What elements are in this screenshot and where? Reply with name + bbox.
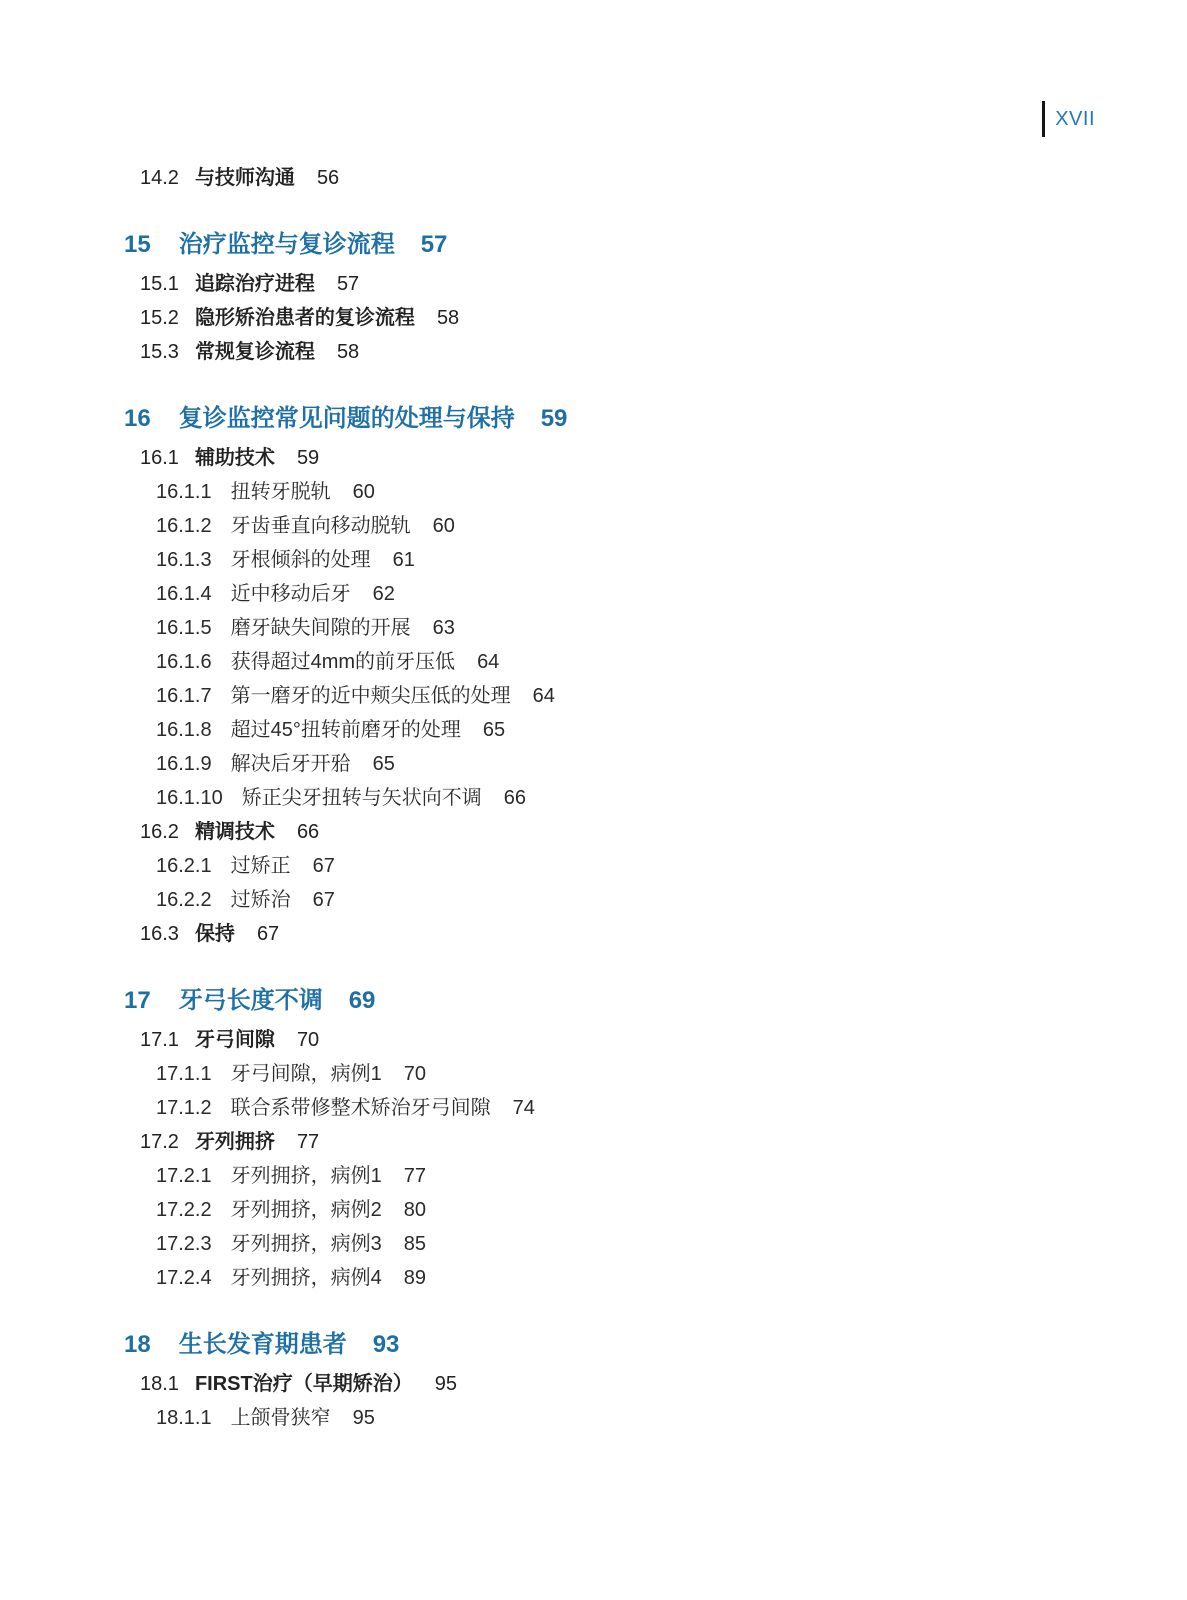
toc-entry bbox=[0, 815, 1187, 849]
entry-title: 牙列拥挤 bbox=[194, 1131, 275, 1153]
entry-title: 第一磨牙的近中颊尖压低的处理 bbox=[230, 685, 511, 707]
corner-divider-bar bbox=[1042, 101, 1045, 137]
entry-page: 95 bbox=[434, 1373, 457, 1395]
entry-title: 辅助技术 bbox=[194, 447, 275, 469]
page-number-label: XVII bbox=[1055, 107, 1095, 130]
entry-page: 57 bbox=[336, 273, 360, 295]
entry-number: 17.2.4 bbox=[156, 1267, 212, 1289]
toc-entry bbox=[0, 543, 1187, 577]
entry-number: 16.1.5 bbox=[156, 617, 212, 639]
entry-number: 17.2.1 bbox=[156, 1165, 212, 1187]
toc-entry bbox=[0, 161, 1187, 195]
entry-page: 58 bbox=[436, 307, 460, 329]
entry-number: 16.1.4 bbox=[156, 583, 212, 605]
entry-page: 62 bbox=[372, 583, 395, 605]
entry-number: 16.1 bbox=[140, 447, 179, 469]
entry-title: 解决后牙开𬌗 bbox=[230, 753, 351, 775]
entry-number: 17.1 bbox=[140, 1029, 179, 1051]
entry-title: 精调技术 bbox=[194, 821, 275, 843]
toc-entry bbox=[0, 1367, 1187, 1401]
toc-entry bbox=[0, 917, 1187, 951]
entry-number: 16.1.2 bbox=[156, 515, 212, 537]
toc-entry bbox=[0, 1057, 1187, 1091]
entry-page: 60 bbox=[352, 481, 375, 503]
entry-page: 67 bbox=[256, 923, 280, 945]
toc-entry bbox=[0, 1325, 1187, 1365]
entry-number: 17.1.1 bbox=[156, 1063, 212, 1085]
entry-page: 58 bbox=[336, 341, 360, 363]
entry-number: 16.2.1 bbox=[156, 855, 212, 877]
entry-title: 牙列拥挤，病例2 bbox=[230, 1199, 382, 1221]
entry-page: 67 bbox=[312, 855, 335, 877]
toc-entry bbox=[0, 335, 1187, 369]
entry-page: 77 bbox=[296, 1131, 320, 1153]
entry-number: 16.2 bbox=[140, 821, 179, 843]
toc-entry bbox=[0, 611, 1187, 645]
entry-number: 15.1 bbox=[140, 273, 179, 295]
toc-entry bbox=[0, 849, 1187, 883]
entry-title: 保持 bbox=[194, 923, 235, 945]
entry-title: 牙齿垂直向移动脱轨 bbox=[230, 515, 411, 537]
entry-page: 59 bbox=[296, 447, 320, 469]
entry-number: 17 bbox=[124, 987, 151, 1014]
entry-number: 16.2.2 bbox=[156, 889, 212, 911]
entry-number: 16.1.1 bbox=[156, 481, 212, 503]
entry-page: 77 bbox=[403, 1165, 426, 1187]
entry-page: 63 bbox=[432, 617, 455, 639]
entry-title: 过矫正 bbox=[230, 855, 291, 877]
entry-title: 常规复诊流程 bbox=[194, 341, 315, 363]
entry-page: 64 bbox=[477, 651, 500, 673]
entry-title: 牙列拥挤，病例1 bbox=[230, 1165, 382, 1187]
entry-page: 70 bbox=[403, 1063, 426, 1085]
entry-page: 60 bbox=[432, 515, 455, 537]
toc-entry bbox=[0, 981, 1187, 1021]
entry-number: 17.1.2 bbox=[156, 1097, 212, 1119]
entry-number: 16.1.6 bbox=[156, 651, 212, 673]
entry-title: 矫正尖牙扭转与矢状向不调 bbox=[241, 787, 482, 809]
toc-entry bbox=[0, 645, 1187, 679]
entry-title: 与技师沟通 bbox=[194, 167, 295, 189]
entry-number: 18 bbox=[124, 1331, 151, 1358]
entry-number: 16.1.9 bbox=[156, 753, 212, 775]
toc-entry bbox=[0, 747, 1187, 781]
toc-entry bbox=[0, 225, 1187, 265]
entry-number: 17.2.2 bbox=[156, 1199, 212, 1221]
entry-page: 69 bbox=[348, 987, 376, 1014]
toc-entry bbox=[0, 399, 1187, 439]
entry-page: 66 bbox=[503, 787, 526, 809]
entry-title: 牙根倾斜的处理 bbox=[230, 549, 371, 571]
entry-number: 15 bbox=[124, 231, 151, 258]
entry-page: 61 bbox=[392, 549, 415, 571]
entry-number: 15.2 bbox=[140, 307, 179, 329]
toc-entry bbox=[0, 781, 1187, 815]
entry-title: 追踪治疗进程 bbox=[194, 273, 315, 295]
entry-page: 89 bbox=[403, 1267, 426, 1289]
entry-page: 59 bbox=[540, 405, 568, 432]
toc-entry bbox=[0, 475, 1187, 509]
entry-title: 治疗监控与复诊流程 bbox=[178, 231, 395, 258]
entry-number: 16.1.3 bbox=[156, 549, 212, 571]
entry-page: 65 bbox=[482, 719, 506, 741]
entry-title: 复诊监控常见问题的处理与保持 bbox=[178, 405, 515, 432]
entry-number: 16 bbox=[124, 405, 151, 432]
entry-title: 隐形矫治患者的复诊流程 bbox=[194, 307, 415, 329]
entry-page: 64 bbox=[532, 685, 555, 707]
entry-number: 15.3 bbox=[140, 341, 179, 363]
entry-title: 超过45°扭转前磨牙的处理 bbox=[230, 719, 461, 741]
toc-entry bbox=[0, 1193, 1187, 1227]
toc-entry bbox=[0, 577, 1187, 611]
entry-number: 16.1.8 bbox=[156, 719, 212, 741]
entry-page: 65 bbox=[372, 753, 395, 775]
toc-entry bbox=[0, 713, 1187, 747]
toc-list bbox=[0, 161, 1187, 1435]
entry-number: 16.1.10 bbox=[156, 787, 223, 809]
entry-page: 85 bbox=[403, 1233, 426, 1255]
toc-entry bbox=[0, 1159, 1187, 1193]
entry-number: 16.1.7 bbox=[156, 685, 212, 707]
entry-page: 95 bbox=[352, 1407, 375, 1429]
entry-title: 获得超过4mm的前牙压低 bbox=[230, 651, 456, 673]
toc-entry bbox=[0, 441, 1187, 475]
entry-title: 牙列拥挤，病例3 bbox=[230, 1233, 382, 1255]
entry-page: 67 bbox=[312, 889, 335, 911]
entry-number: 18.1 bbox=[140, 1373, 179, 1395]
entry-title: 联合系带修整术矫治牙弓间隙 bbox=[230, 1097, 491, 1119]
toc-entry bbox=[0, 883, 1187, 917]
entry-title: 牙弓间隙，病例1 bbox=[230, 1063, 382, 1085]
toc-entry bbox=[0, 1125, 1187, 1159]
entry-title: 牙弓长度不调 bbox=[178, 987, 323, 1014]
entry-number: 17.2.3 bbox=[156, 1233, 212, 1255]
page-number-corner bbox=[1042, 101, 1095, 137]
entry-page: 56 bbox=[316, 167, 340, 189]
toc-entry bbox=[0, 1227, 1187, 1261]
entry-title: 过矫治 bbox=[230, 889, 291, 911]
toc-entry bbox=[0, 1261, 1187, 1295]
entry-title: 近中移动后牙 bbox=[230, 583, 351, 605]
entry-title: 磨牙缺失间隙的开展 bbox=[230, 617, 411, 639]
entry-number: 14.2 bbox=[140, 167, 179, 189]
toc-entry bbox=[0, 1091, 1187, 1125]
entry-page: 70 bbox=[296, 1029, 320, 1051]
entry-title: 生长发育期患者 bbox=[178, 1331, 347, 1358]
toc-entry bbox=[0, 1401, 1187, 1435]
toc-entry bbox=[0, 509, 1187, 543]
entry-page: 80 bbox=[403, 1199, 426, 1221]
entry-page: 66 bbox=[296, 821, 320, 843]
entry-title: 牙弓间隙 bbox=[194, 1029, 275, 1051]
entry-page: 93 bbox=[372, 1331, 400, 1358]
entry-number: 18.1.1 bbox=[156, 1407, 212, 1429]
entry-page: 57 bbox=[420, 231, 448, 258]
toc-entry bbox=[0, 1023, 1187, 1057]
entry-title: 上颌骨狭窄 bbox=[230, 1407, 331, 1429]
toc-entry bbox=[0, 301, 1187, 335]
entry-number: 17.2 bbox=[140, 1131, 179, 1153]
entry-page: 74 bbox=[512, 1097, 535, 1119]
entry-title: 牙列拥挤，病例4 bbox=[230, 1267, 382, 1289]
entry-number: 16.3 bbox=[140, 923, 179, 945]
toc-entry bbox=[0, 679, 1187, 713]
toc-entry bbox=[0, 267, 1187, 301]
entry-title: FIRST治疗（早期矫治） bbox=[194, 1373, 413, 1395]
entry-title: 扭转牙脱轨 bbox=[230, 481, 331, 503]
